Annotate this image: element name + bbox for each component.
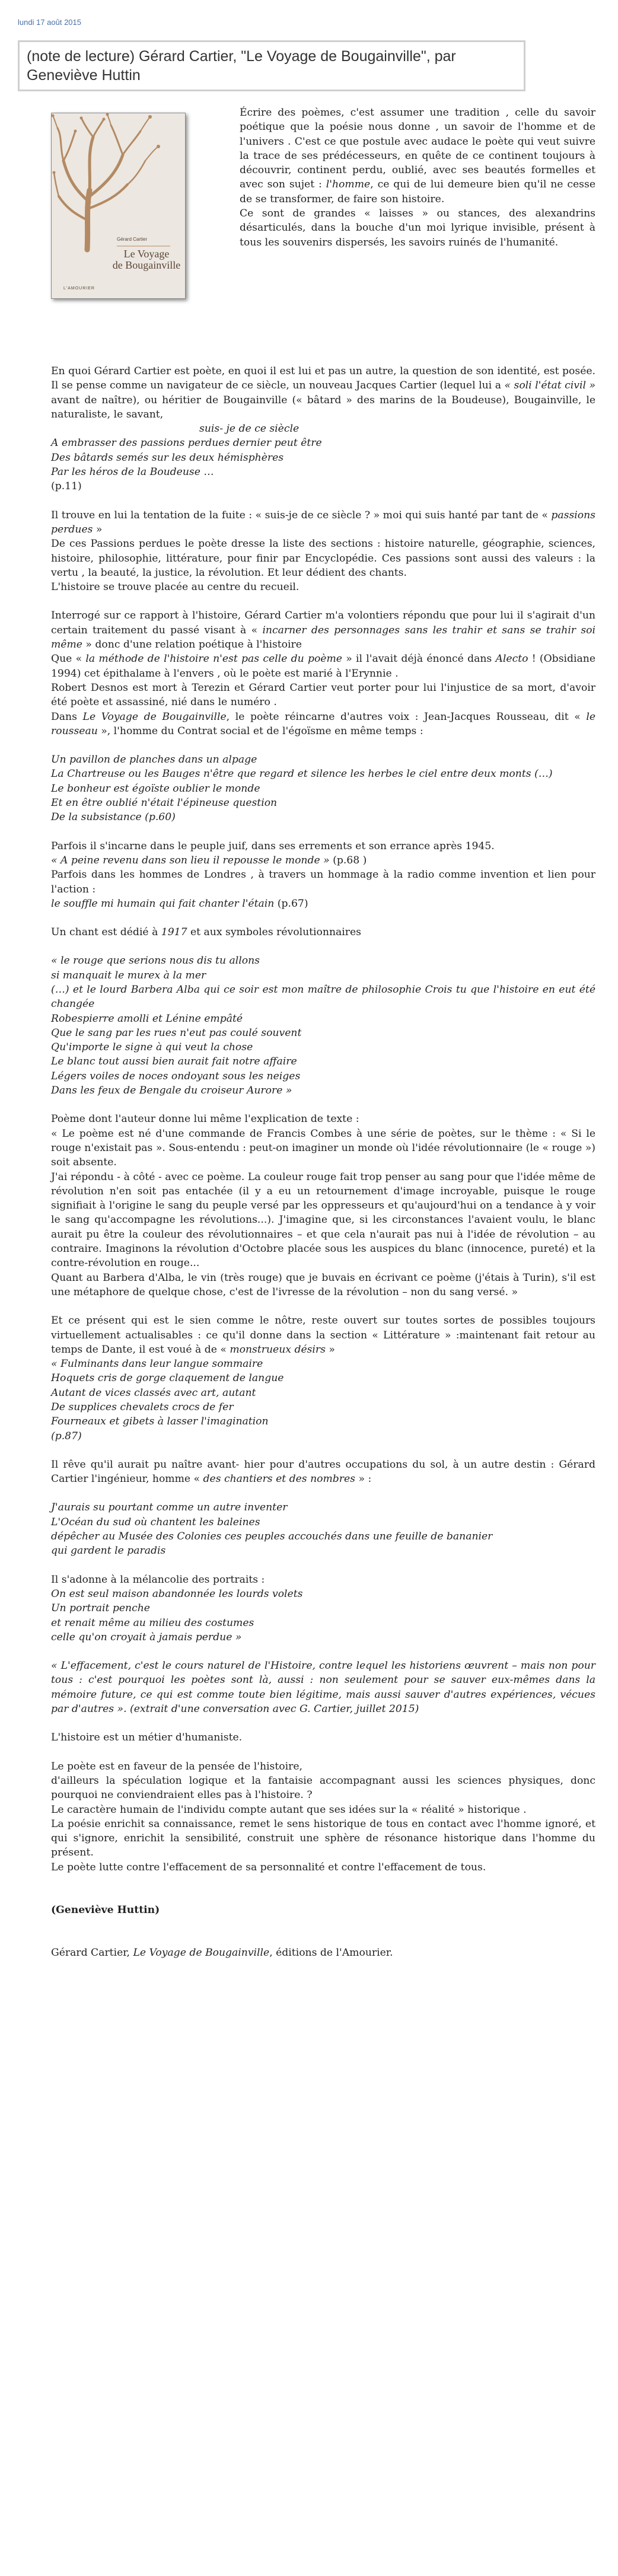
paragraph: De ces Passions perdues le poète dresse la liste des sections : histoire naturelle, géographie, sciences, histoire, philosophie, littérature, pour finir par Encyclopédie. Ces passions sont aussi des valeurs : la vertu , la beauté, la justice, la révolution. Et leur dédient des chants. bbox=[51, 538, 595, 579]
paragraph: Robert Desnos est mort à Terezin et Gérard Cartier veut porter pour lui l'injustice de sa mort, d'avoir été poète et assassiné, nié dans le numéro . bbox=[51, 681, 595, 709]
paragraph: Le caractère humain de l'individu compte autant que ses idées sur la « réalité » historique . bbox=[51, 1803, 527, 1816]
paragraph: En quoi Gérard Cartier est poète, en quoi il est lui et pas un autre, la question de son identité, est posée. Il se pense comme un navigateur de ce siècle, un nouveau Jacques Cartier (lequel lui a « soli l'état civil » avant de naître), ou héritier de Bougainville (« bâtard » des marins de la Boudeuse), Bougainville, le naturaliste, le savant, bbox=[51, 365, 595, 420]
poem-quote: J'aurais su pourtant comme un autre inventer L'Océan du sud où chantent les baleines dépêcher au Musée des Colonies ces peuples accouchés dans une feuille de bananier qui gardent le paradis bbox=[51, 1501, 493, 1557]
paragraph: L'histoire se trouve placée au centre du recueil. bbox=[51, 581, 300, 594]
paragraph: Le poète est en faveur de la pensée de l'histoire, bbox=[51, 1760, 302, 1772]
paragraph: Un chant est dédié à 1917 et aux symboles révolutionnaires bbox=[51, 926, 361, 939]
paragraph: d'ailleurs la spéculation logique et la fantaisie accompagnant aussi les sciences physiques, donc pourquoi ne conviendraient elles pas à l'histoire. ? bbox=[51, 1774, 595, 1802]
cover-publisher: L'AMOURIER bbox=[63, 286, 95, 291]
paragraph: Quant au Barbera d'Alba, le vin (très rouge) que je buvais en écrivant ce poème (j'étais à Turin), s'il est une métaphore de quelque chose, c'est de l'ivresse de la révolution – non du sang versé. » bbox=[51, 1271, 595, 1298]
article-body bbox=[51, 364, 595, 1960]
poem-quote: On est seul maison abandonnée les lourds volets Un portrait penche et renait même au milieu des costumes celle qu'on croyait à jamais perdue » bbox=[51, 1587, 303, 1643]
paragraph: J'ai répondu - à côté - avec ce poème. La couleur rouge fait trop penser au sang pour que l'idée même de révolution n'en soit pas entachée (il y a eu un retournement d'image incroyable, puisque le rouge signifiait à l'origine le sang du peuple versé par les oppresseurs et qu'aujourd'hui on a tendance à y voir le sang qu'accompagne les révolutions...). J'imagine que, si les circonstances l'avaient voulu, le blanc aurait pu être la couleur des révolutionnaires – et que cela n'aurait pas nui à l'idée de révolution – au contraire. Imaginons la révolution d'Octobre placée sous les auspices du blanc (innocence, pureté) et la contre-révolution en rouge... bbox=[51, 1171, 595, 1270]
paragraph: Et ce présent qui est le sien comme le nôtre, reste ouvert sur toutes sortes de possibles toujours virtuellement actualisables : ce qu'il donne dans la section « Littérature » :maintenant fait retour au temps de Dante, il est voué à de « monstrueux désirs » bbox=[51, 1315, 595, 1356]
poem-quote: suis- je de ce siècle A embrasser des passions perdues dernier peut être Des bâtards semés sur les deux hémisphères Par les héros de la Boudeuse … bbox=[51, 423, 322, 479]
intro-paragraph-2: Ce sont de grandes « laisses » ou stances, des alexandrins désarticulés, dans la bouche d'un moi lyrique invisible, présent à tous les souvenirs dispersés, les savoirs ruinés de l'humanité. bbox=[240, 208, 595, 248]
post-title[interactable]: (note de lecture) Gérard Cartier, "Le Voyage de Bougainville", par Geneviève Huttin bbox=[18, 40, 525, 91]
book-reference: Gérard Cartier, Le Voyage de Bougainville, éditions de l'Amourier. bbox=[51, 1947, 393, 1959]
page-ref: (p.11) bbox=[51, 480, 82, 493]
paragraph: Poème dont l'auteur donne lui même l'explication de texte : bbox=[51, 1113, 359, 1126]
paragraph: Il trouve en lui la tentation de la fuite : « suis-je de ce siècle ? » moi qui suis hanté par tant de « passions perdues » bbox=[51, 509, 595, 535]
poem-quote: Un pavillon de planches dans un alpage La Chartreuse ou les Bauges n'être que regard et silence les herbes le ciel entre deux monts (…) Le bonheur est égoïste oublier le monde Et en être oublié n'était l'épineuse question De la subsistance (p.60) bbox=[51, 754, 553, 824]
post-date: lundi 17 août 2015 bbox=[18, 18, 81, 27]
paragraph: Il s'adonne à la mélancolie des portraits : bbox=[51, 1573, 265, 1586]
paragraph: le souffle mi humain qui fait chanter l'étain (p.67) bbox=[51, 897, 308, 910]
poem-quote: « le rouge que serions nous dis tu allons si manquait le murex à la mer (…) et le lourd Barbera Alba qui ce soir est mon maître de philosophie Crois tu que l'histoire en eut été changée Robespierre amolli et Lénine empâté Que le sang par les rues n'eut pas coulé souvent Qu'importe le signe à qui veut la chose Le blanc tout aussi bien aurait fait notre affaire Légers voiles de noces ondoyant sous les neiges Dans les feux de Bengale du croiseur Aurore » bbox=[51, 955, 595, 1097]
cover-title bbox=[111, 248, 182, 271]
paragraph: Interrogé sur ce rapport à l'histoire, Gérard Cartier m'a volontiers répondu que pour lui il s'agirait d'un certain traitement du passé visant à « incarner des personnages sans les trahir et sans se trahir soi même » donc d'une relation poétique à l'histoire bbox=[51, 610, 595, 651]
paragraph: « A peine revenu dans son lieu il repousse le monde » (p.68 ) bbox=[51, 854, 367, 866]
signature: (Geneviève Huttin) bbox=[51, 1904, 160, 1917]
paragraph: L'histoire est un métier d'humaniste. bbox=[51, 1732, 243, 1744]
cover-author: Gérard Cartier bbox=[117, 237, 148, 242]
paragraph: Il rêve qu'il aurait pu naître avant- hier pour d'autres occupations du sol, à un autre destin : Gérard Cartier l'ingénieur, homme « des chantiers et des nombres » : bbox=[51, 1458, 595, 1485]
author-quote: « L'effacement, c'est le cours naturel de l'Histoire, contre lequel les historiens œuvrent – mais non pour tous : c'est pourquoi les poètes sont là, aussi : non seulement pour se sauver eux-mêmes dans la mémoire future, ce qui est comme toute bien légitime, mais aussi sauver d'autres expériences, vécues par d'autres ». (extrait d'une conversation avec G. Cartier, juillet 2015) bbox=[51, 1660, 595, 1716]
paragraph: Parfois dans les hommes de Londres , à travers un hommage à la radio comme invention et lien pour l'action : bbox=[51, 869, 595, 895]
intro-text bbox=[240, 106, 595, 250]
paragraph: Le poète lutte contre l'effacement de sa personnalité et contre l'effacement de tous. bbox=[51, 1861, 486, 1873]
paragraph: Que « la méthode de l'histoire n'est pas celle du poème » il l'avait déjà énoncé dans Alecto ! (Obsidiane 1994) cet épithalame à l'envers , où le poète est marié à l'Erynnie . bbox=[51, 653, 595, 680]
cover-title-line2: de Bougainville bbox=[112, 259, 181, 271]
intro-paragraph-1: Écrire des poèmes, c'est assumer une tradition , celle du savoir poétique que la poésie nous donne , un savoir de l'homme et de l'univers . C'est ce que postule avec audace le poète qui veut suivre la trace de ses prédécesseurs, en quête de ce continent toujours à découvrir, continent perdu, oublié, avec ses beautés formelles et avec son sujet : l'homme, ce qui de lui demeure bien qu'il ne cesse de se transformer, de faire son histoire. bbox=[240, 107, 595, 205]
paragraph: « Le poème est né d'une commande de Francis Combes à une série de poètes, sur le thème : « Si le rouge n'existait pas ». Sous-entendu : peut-on imaginer un monde où l'idée révolutionnaire (le « rouge ») soit absente. bbox=[51, 1127, 595, 1169]
paragraph: Parfois il s'incarne dans le peuple juif, dans ses errements et son errance après 1945. bbox=[51, 840, 495, 852]
cover-title-line1: Le Voyage bbox=[123, 248, 170, 260]
paragraph: La poésie enrichit sa connaissance, remet le sens historique de tous en contact avec l'homme ignoré, et qui s'ignore, enrichit la sensibilité, construit une sphère de résonance historique dans l'homme du présent. bbox=[51, 1818, 595, 1859]
paragraph: Dans Le Voyage de Bougainville, le poète réincarne d'autres voix : Jean-Jacques Rousseau, dit « le rousseau », l'homme du Contrat social et de l'égoïsme en même temps : bbox=[51, 710, 595, 737]
poem-quote: « Fulminants dans leur langue sommaire Hoquets cris de gorge claquement de langue Autant de vices classés avec art, autant De supplices chevalets crocs de fer Fourneaux et gibets à lasser l'imagination (p.87) bbox=[51, 1358, 284, 1442]
book-cover-image bbox=[51, 113, 186, 299]
